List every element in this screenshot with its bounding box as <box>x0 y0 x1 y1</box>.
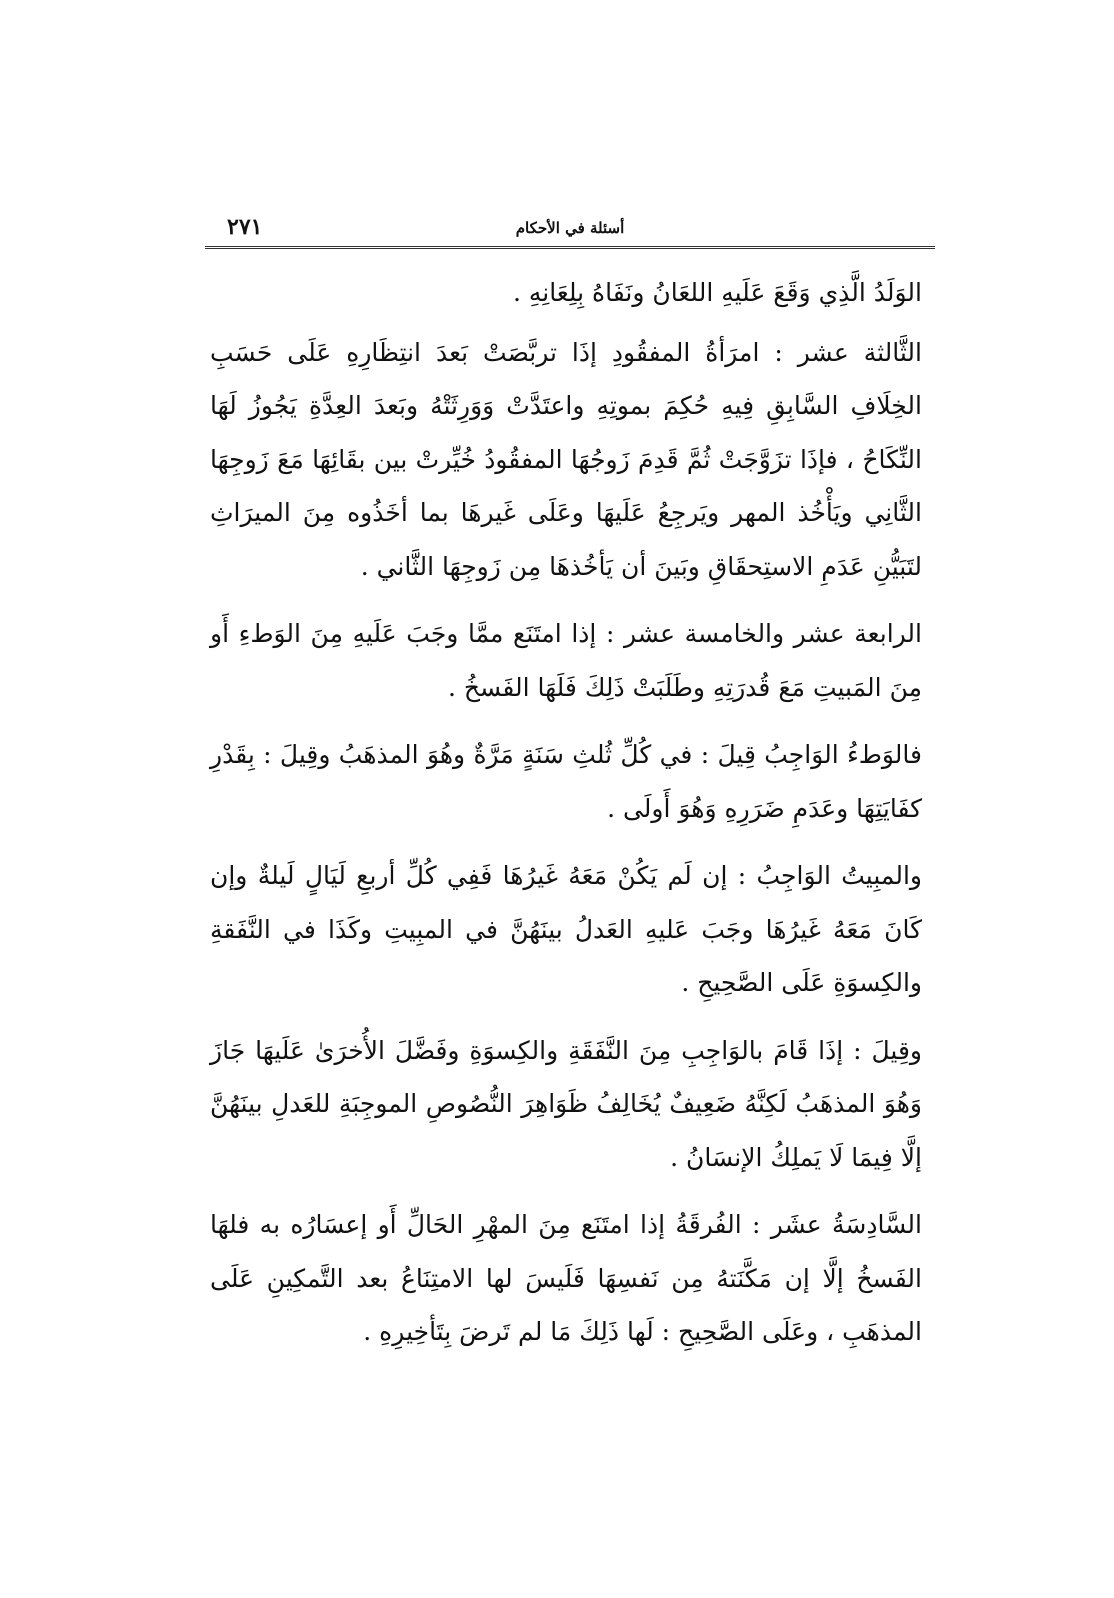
paragraph-thirteenth: الثَّالثة عشر : امرَأةُ المفقُودِ إذَا تربَّصَتْ بَعدَ انتِظَارِهِ عَلَى حَسَبِ الخِلَافِ السَّابِقِ فِيهِ حُكِمَ بموتِهِ واعتَدَّتْ وَوَرِثَتْهُ وبَعدَ العِدَّةِ يَجُوزُ لَهَا النِّكَاحُ ، فإذَا تزَوَّجَتْ ثُمَّ قَدِمَ زَوجُهَا المفقُودُ خُيِّرتْ بين بقَائِهَا مَعَ زَوجِهَا الثَّانِي ويَأْخُذ المهر ويَرجِعُ عَلَيهَا وعَلَى غَيرهَا بما أخَذُوه مِنَ الميرَاثِ لتَبَيُّنِ عَدَمِ الاستِحقَاقِ وبَينَ أن يَأخُذهَا مِن زَوجِهَا الثَّاني . <box>210 337 922 581</box>
running-title: أسئلة في الأحكام <box>515 219 625 237</box>
running-header <box>205 212 935 246</box>
paragraph-obligatory-intercourse: فالوَطءُ الوَاجِبُ قِيلَ : في كُلِّ ثُلثِ سَنَةٍ مَرَّةٌ وهُوَ المذهَبُ وقِيلَ : بِقَدْرِ كفَايَتِهَا وعَدَمِ ضَرَرِهِ وَهُوَ أَولَى . <box>210 740 922 823</box>
page-number: ٢٧١ <box>227 214 263 240</box>
header-divider <box>205 246 935 249</box>
paragraph-sixteenth: السَّادِسَةُ عشَر : الفُرقَةُ إذا امتَنَع مِنَ المهْرِ الحَالِّ أَو إعسَارُه به فلهَا الفَسخُ إلَّا إن مَكَّنَتهُ مِن نَفسِهَا فَلَيسَ لها الامتِنَاعُ بعد التَّمكِينِ عَلَى المذهَبِ ، وعَلَى الصَّحِيحِ : لَها ذَلِكَ مَا لم تَرضَ بِتَأخِيرِهِ . <box>210 1210 922 1346</box>
paragraph-obligatory-overnight: والمبِيتُ الوَاجِبُ : إن لَم يَكُنْ مَعَهُ غَيرُهَا فَفِي كُلِّ أربعِ لَيَالٍ لَيلةٌ وإن كَانَ مَعَهُ غَيرُهَا وجَبَ عَليهِ العَدلُ بينَهُنَّ في المبِيتِ وكَذَا في النَّفَقةِ والكِسوَةِ عَلَى الصَّحِيحِ . <box>210 861 922 997</box>
paragraph-continuation: الوَلَدُ الَّذِي وَقَعَ عَلَيهِ اللعَانُ ونَفَاهُ بِلِعَانِهِ . <box>512 278 922 307</box>
paragraph-alternate-opinion: وقِيلَ : إذَا قَامَ بالوَاجِبِ مِنَ النَّفَقَةِ والكِسوَةِ وفَضَّلَ الأُخرَىٰ عَلَيهَا جَازَ وَهُوَ المذهَبُ لَكِنَّهُ ضَعِيفٌ يُخَالِفُ ظَوَاهِرَ النُّصُوصِ الموجِبَةِ للعَدلِ بينَهُنَّ إلَّا فِيمَا لَا يَملِكُ الإنسَانُ . <box>210 1035 922 1172</box>
paragraph-fourteenth-fifteenth: الرابعة عشر والخامسة عشر : إذا امتَنَع ممَّا وجَبَ عَلَيهِ مِنَ الوَطءِ أَو مِنَ المَبيتِ مَعَ قُدرَتِهِ وطَلَبَتْ ذَلِكَ فَلَهَا الفَسخُ . <box>210 619 922 702</box>
body-text <box>210 266 922 1373</box>
